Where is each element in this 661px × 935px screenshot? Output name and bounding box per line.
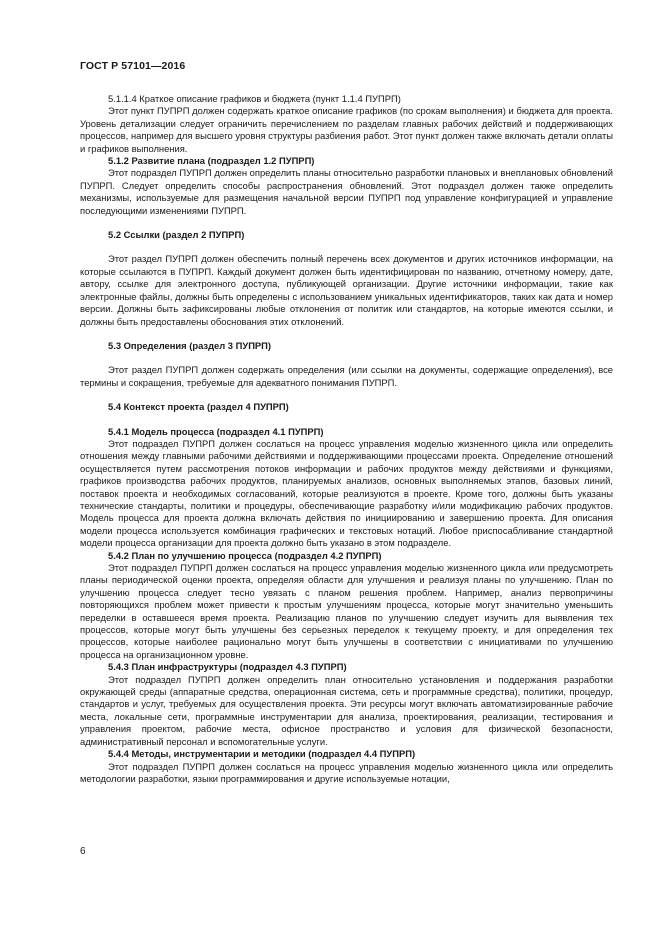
- section-heading: 5.1.2 Развитие плана (подраздел 1.2 ПУПРП): [108, 155, 315, 167]
- document-body: [80, 93, 613, 785]
- body-paragraph: Этот раздел ПУПРП должен содержать определения (или ссылки на документы, содержащие определения), все термины и сокращения, требуемые для адекватного понимания ПУПРП.: [80, 364, 613, 388]
- body-paragraph: Этот подраздел ПУПРП должен определить планы относительно разработки плановых и внеплановых обновлений ПУПРП. Следует определить способы распространения обновлений. Этот подраздел должен также определить механизмы, используемые для размещения начальной версии ПУПРП под управление конфигурацией и управление последующими изменениями ПУПРП.: [80, 167, 613, 216]
- section-heading: 5.4.1 Модель процесса (подраздел 4.1 ПУПРП): [108, 425, 324, 437]
- section-heading: 5.4.2 План по улучшению процесса (подраздел 4.2 ПУПРП): [108, 549, 382, 561]
- body-paragraph: 5.1.1.4 Краткое описание графиков и бюджета (пункт 1.1.4 ПУПРП): [108, 93, 401, 104]
- body-paragraph: Этот раздел ПУПРП должен обеспечить полный перечень всех документов и других источников информации, на которые ссылаются в ПУПРП. Каждый документ должен быть идентифицирован по названию, отчетному номеру, дате, автору, ссылке для электронного доступа, публикующей организации. Другие источники информации, такие как электронные файлы, должны быть определены с использованием уникальных идентификаторов, таких как дата и номер версии. Должны быть зафиксированы любые отклонения от политик или стандартов, на которые имеются ссылки, и должны быть предоставлены обоснования этих отклонений.: [80, 253, 613, 327]
- section-heading: 5.3 Определения (раздел 3 ПУПРП): [108, 339, 272, 351]
- body-paragraph: Этот подраздел ПУПРП должен сослаться на процесс управления моделью жизненного цикла или определить отношения между главными рабочими действиями и поддерживающими процессами проекта. Определение отношений осуществляется путем рассмотрения потоков информации и рабочих продуктов между действиями и функциями, графиков производства рабочих продуктов, планируемых анализов, основных выполняемых этапов, базовых линий, поставок проекта и необходимых согласований, которые реализуются в проекте. Кроме того, должны быть указаны технические стандарты, политики и процедуры, обеспечивающие разработку и/или модификацию рабочих продуктов. Модель процесса для проекта должна включать действия по инициированию и завершению проекта. Для описания модели процесса используется комбинация графических и текстовых нотаций. Любое приспосабливание стандартной модели процесса организации для проекта должно быть указано в этом подразделе.: [80, 437, 613, 549]
- section-heading: 5.4 Контекст проекта (раздел 4 ПУПРП): [108, 401, 289, 413]
- section-heading: 5.4.3 План инфраструктуры (подраздел 4.3 ПУПРП): [108, 661, 347, 673]
- document-header: ГОСТ Р 57101—2016: [80, 60, 186, 72]
- section-heading: 5.2 Ссылки (раздел 2 ПУПРП): [108, 229, 245, 241]
- section-heading: 5.4.4 Методы, инструментарии и методики (подраздел 4.4 ПУПРП): [108, 748, 416, 760]
- body-paragraph: Этот пункт ПУПРП должен содержать краткое описание графиков (по срокам выполнения) и бюджета для проекта. Уровень детализации следует ограничить перечислением по разделам главных рабочих действий и поддерживающих процессов, например для высшего уровня структуры разбиения работ. Этот пункт должен также включать детали оплаты и графиков выполнения.: [80, 105, 613, 154]
- body-paragraph: Этот подраздел ПУПРП должен определить план относительно установления и поддержания разработки окружающей среды (аппаратные средства, операционная система, сеть и программные средства), политики, процедур, стандартов и услуг, требуемых для осуществления проекта. Эти ресурсы могут включать автоматизированные рабочие места, локальные сети, программные инструментарии для анализа, проектирования, реализации, тестирования и управления проектом, рабочие места, офисное пространство и условия для физической безопасности, административный персонал и вспомогательные услуги.: [80, 673, 613, 747]
- body-paragraph: Этот подраздел ПУПРП должен сослаться на процесс управления моделью жизненного цикла или предусмотреть планы периодической оценки проекта, определяя области для улучшения и реализуя планы по улучшению. План по улучшению процесса следует тесно увязать с планом решения проблем. Например, анализ первопричины повторяющихся проблем может привести к простым улучшениям процесса, которые могут значительно уменьшить переделки в оставшееся время проекта. Реализацию планов по улучшению следует изучить для выявления тех процессов, которые могут быть улучшены без серьезных переделок к текущему проекту, и для определения тех процессов, которые наиболее рационально могут быть улучшены в соответствии с инициативами по улучшению процесса на организационном уровне.: [80, 562, 613, 660]
- page-number: 6: [80, 846, 86, 857]
- body-paragraph: Этот подраздел ПУПРП должен сослаться на процесс управления моделью жизненного цикла или определить методологии разработки, языки программирования и другие используемые нотации,: [80, 760, 613, 784]
